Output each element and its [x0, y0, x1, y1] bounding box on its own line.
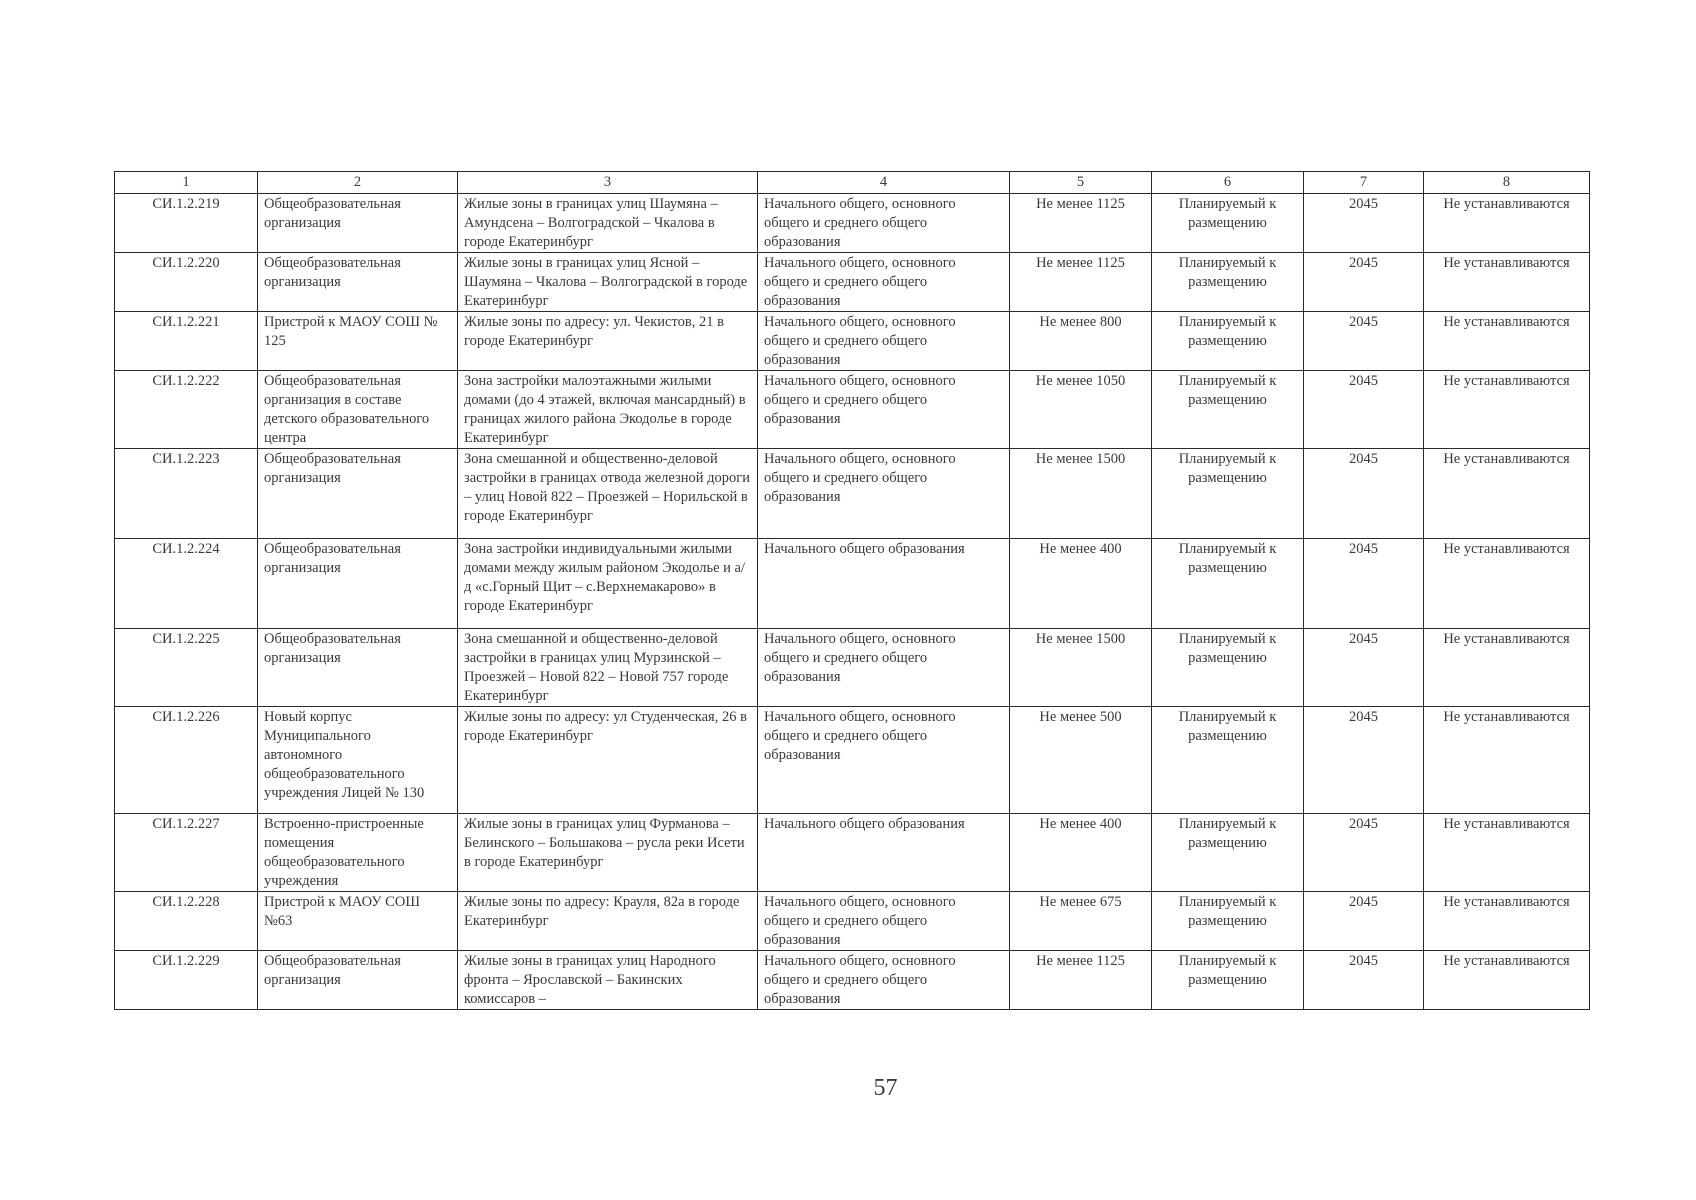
cell-year: 2045: [1304, 194, 1424, 253]
cell-row-id: СИ.1.2.219: [115, 194, 258, 253]
cell-capacity: Не менее 675: [1010, 892, 1152, 951]
cell-object-name: Общеобразовательная организация: [258, 629, 458, 707]
cell-year: 2045: [1304, 539, 1424, 629]
cell-object-name: Общеобразовательная организация: [258, 253, 458, 312]
cell-row-id: СИ.1.2.223: [115, 449, 258, 539]
cell-capacity: Не менее 400: [1010, 814, 1152, 892]
cell-capacity: Не менее 1125: [1010, 194, 1152, 253]
cell-status: Планируемый к размещению: [1152, 951, 1304, 1010]
cell-status: Планируемый к размещению: [1152, 449, 1304, 539]
cell-row-id: СИ.1.2.226: [115, 707, 258, 814]
cell-object-name: Встроенно-пристроенные помещения общеобразовательного учреждения: [258, 814, 458, 892]
cell-year: 2045: [1304, 629, 1424, 707]
cell-zone-restrictions: Не устанавливаются: [1424, 253, 1590, 312]
cell-education-level: Начального общего, основного общего и среднего общего образования: [758, 312, 1010, 371]
cell-capacity: Не менее 400: [1010, 539, 1152, 629]
cell-object-name: Общеобразовательная организация: [258, 539, 458, 629]
cell-year: 2045: [1304, 253, 1424, 312]
cell-education-level: Начального общего, основного общего и среднего общего образования: [758, 629, 1010, 707]
cell-status: Планируемый к размещению: [1152, 629, 1304, 707]
cell-location: Зона смешанной и общественно-деловой застройки в границах отвода железной дороги – улиц Новой 822 – Проезжей – Норильской в городе Екатеринбург: [458, 449, 758, 539]
cell-row-id: СИ.1.2.228: [115, 892, 258, 951]
cell-location: Зона смешанной и общественно-деловой застройки в границах улиц Мурзинской – Проезжей – Новой 822 – Новой 757 городе Екатеринбург: [458, 629, 758, 707]
cell-capacity: Не менее 1500: [1010, 449, 1152, 539]
cell-zone-restrictions: Не устанавливаются: [1424, 707, 1590, 814]
cell-status: Планируемый к размещению: [1152, 814, 1304, 892]
table-row: [115, 892, 1590, 951]
cell-education-level: Начального общего, основного общего и среднего общего образования: [758, 194, 1010, 253]
cell-capacity: Не менее 800: [1010, 312, 1152, 371]
column-header-6: 6: [1152, 172, 1304, 194]
cell-location: Жилые зоны в границах улиц Фурманова – Белинского – Большакова – русла реки Исети в городе Екатеринбург: [458, 814, 758, 892]
cell-status: Планируемый к размещению: [1152, 371, 1304, 449]
cell-zone-restrictions: Не устанавливаются: [1424, 951, 1590, 1010]
table-row: [115, 449, 1590, 539]
cell-status: Планируемый к размещению: [1152, 892, 1304, 951]
cell-location: Жилые зоны в границах улиц Народного фронта – Ярославской – Бакинских комиссаров –: [458, 951, 758, 1010]
column-header-3: 3: [458, 172, 758, 194]
cell-education-level: Начального общего, основного общего и среднего общего образования: [758, 892, 1010, 951]
cell-row-id: СИ.1.2.220: [115, 253, 258, 312]
cell-row-id: СИ.1.2.221: [115, 312, 258, 371]
cell-object-name: Общеобразовательная организация в составе детского образовательного центра: [258, 371, 458, 449]
table-row: [115, 951, 1590, 1010]
cell-capacity: Не менее 1125: [1010, 951, 1152, 1010]
cell-status: Планируемый к размещению: [1152, 253, 1304, 312]
cell-zone-restrictions: Не устанавливаются: [1424, 539, 1590, 629]
table-row: [115, 312, 1590, 371]
cell-education-level: Начального общего, основного общего и среднего общего образования: [758, 707, 1010, 814]
cell-row-id: СИ.1.2.227: [115, 814, 258, 892]
cell-year: 2045: [1304, 814, 1424, 892]
column-header-8: 8: [1424, 172, 1590, 194]
data-table: [114, 171, 1590, 1010]
column-header-1: 1: [115, 172, 258, 194]
cell-capacity: Не менее 1125: [1010, 253, 1152, 312]
cell-education-level: Начального общего, основного общего и среднего общего образования: [758, 253, 1010, 312]
table-header: [115, 172, 1590, 194]
cell-zone-restrictions: Не устанавливаются: [1424, 814, 1590, 892]
cell-status: Планируемый к размещению: [1152, 707, 1304, 814]
cell-row-id: СИ.1.2.222: [115, 371, 258, 449]
table-row: [115, 707, 1590, 814]
cell-row-id: СИ.1.2.229: [115, 951, 258, 1010]
table-row: [115, 371, 1590, 449]
cell-zone-restrictions: Не устанавливаются: [1424, 892, 1590, 951]
cell-year: 2045: [1304, 449, 1424, 539]
table-body: [115, 194, 1590, 1010]
cell-zone-restrictions: Не устанавливаются: [1424, 371, 1590, 449]
cell-year: 2045: [1304, 371, 1424, 449]
cell-object-name: Пристрой к МАОУ СОШ №63: [258, 892, 458, 951]
cell-location: Зона застройки индивидуальными жилыми домами между жилым районом Экодолье и а/д «с.Горный Щит – с.Верхнемакарово» в городе Екатеринбург: [458, 539, 758, 629]
cell-year: 2045: [1304, 951, 1424, 1010]
cell-location: Жилые зоны по адресу: ул. Чекистов, 21 в городе Екатеринбург: [458, 312, 758, 371]
cell-capacity: Не менее 500: [1010, 707, 1152, 814]
table-row: [115, 814, 1590, 892]
cell-zone-restrictions: Не устанавливаются: [1424, 449, 1590, 539]
cell-location: Зона застройки малоэтажными жилыми домами (до 4 этажей, включая мансардный) в границах жилого района Экодолье в городе Екатеринбург: [458, 371, 758, 449]
cell-object-name: Новый корпус Муниципального автономного общеобразовательного учреждения Лицей № 130: [258, 707, 458, 814]
cell-education-level: Начального общего, основного общего и среднего общего образования: [758, 951, 1010, 1010]
cell-status: Планируемый к размещению: [1152, 194, 1304, 253]
cell-year: 2045: [1304, 312, 1424, 371]
header-row: [115, 172, 1590, 194]
cell-object-name: Общеобразовательная организация: [258, 449, 458, 539]
cell-year: 2045: [1304, 707, 1424, 814]
cell-object-name: Общеобразовательная организация: [258, 194, 458, 253]
cell-zone-restrictions: Не устанавливаются: [1424, 312, 1590, 371]
cell-status: Планируемый к размещению: [1152, 312, 1304, 371]
column-header-7: 7: [1304, 172, 1424, 194]
cell-capacity: Не менее 1500: [1010, 629, 1152, 707]
cell-education-level: Начального общего, основного общего и среднего общего образования: [758, 371, 1010, 449]
cell-row-id: СИ.1.2.225: [115, 629, 258, 707]
cell-location: Жилые зоны по адресу: ул Студенческая, 26 в городе Екатеринбург: [458, 707, 758, 814]
cell-location: Жилые зоны в границах улиц Шаумяна – Амундсена – Волгоградской – Чкалова в городе Екатеринбург: [458, 194, 758, 253]
cell-row-id: СИ.1.2.224: [115, 539, 258, 629]
cell-education-level: Начального общего образования: [758, 539, 1010, 629]
column-header-5: 5: [1010, 172, 1152, 194]
cell-zone-restrictions: Не устанавливаются: [1424, 629, 1590, 707]
cell-location: Жилые зоны по адресу: Крауля, 82а в городе Екатеринбург: [458, 892, 758, 951]
cell-location: Жилые зоны в границах улиц Ясной – Шаумяна – Чкалова – Волгоградской в городе Екатеринбург: [458, 253, 758, 312]
table-row: [115, 539, 1590, 629]
cell-education-level: Начального общего образования: [758, 814, 1010, 892]
cell-status: Планируемый к размещению: [1152, 539, 1304, 629]
table-row: [115, 194, 1590, 253]
table-row: [115, 253, 1590, 312]
cell-year: 2045: [1304, 892, 1424, 951]
cell-object-name: Общеобразовательная организация: [258, 951, 458, 1010]
column-header-2: 2: [258, 172, 458, 194]
cell-zone-restrictions: Не устанавливаются: [1424, 194, 1590, 253]
page-number: 57: [873, 1075, 898, 1101]
column-header-4: 4: [758, 172, 1010, 194]
cell-education-level: Начального общего, основного общего и среднего общего образования: [758, 449, 1010, 539]
cell-capacity: Не менее 1050: [1010, 371, 1152, 449]
cell-object-name: Пристрой к МАОУ СОШ № 125: [258, 312, 458, 371]
table-row: [115, 629, 1590, 707]
